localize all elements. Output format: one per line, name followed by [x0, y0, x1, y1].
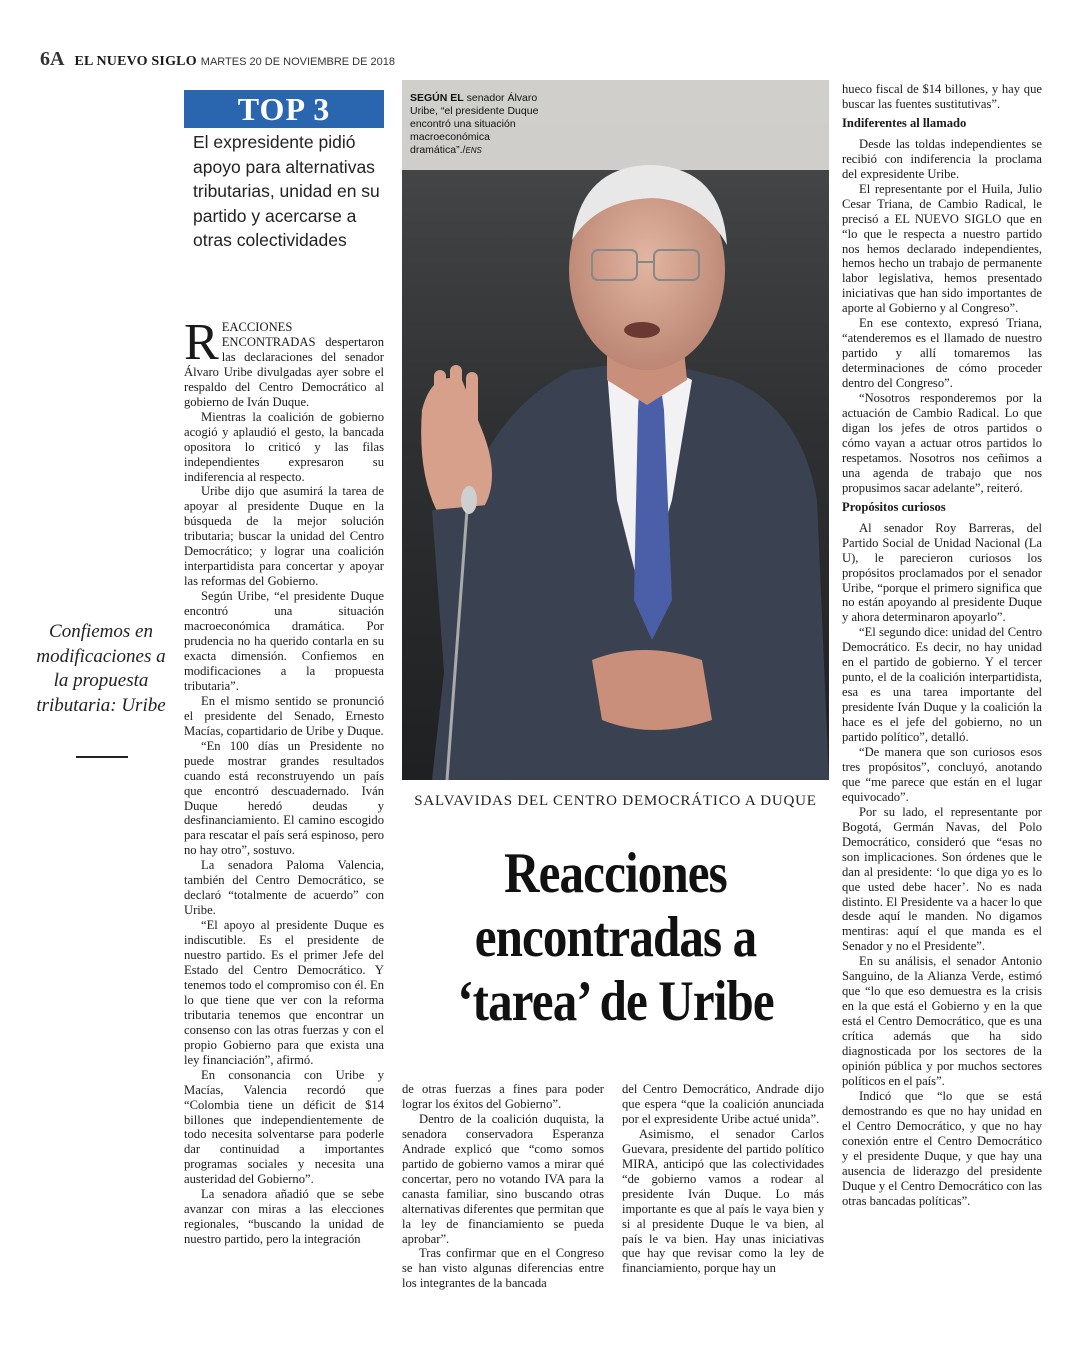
- caption-credit: ENS: [465, 146, 482, 155]
- subhead-indiferentes: Indiferentes al llamado: [842, 115, 967, 130]
- paragraph: Por su lado, el representante por Bogotá, Germán Navas, del Polo Democrático, consideró que “esas no son implicaciones. Son órdenes que le dan al presidente: ‘lo que diga yo es lo que usted debe hacer’. No es nada distinto. El Presidente va a hacer lo que desde aquí le manden. No digamos mentiras: aquí el que manda es el Senador y no el Presidente”.: [842, 804, 1042, 954]
- drop-cap: R: [184, 314, 219, 371]
- paragraph: En su análisis, el senador Antonio Sanguino, de la Alianza Verde, estimó que “lo que eso demuestra es la crisis en la que está el Gobierno y en la que está el Centro Democrático, que es una crítica además que ha sido diagnosticada por los sectores de la opinión pública y por muchos sectores políticos en el país”.: [842, 954, 1042, 1088]
- dateline: MARTES 20 DE NOVIEMBRE DE 2018: [200, 56, 395, 68]
- page-header: [40, 48, 395, 70]
- paragraph: Mientras la coalición de gobierno acogió y aplaudió el gesto, la bancada opositora lo criticó y las filas independientes expresaron su indiferencia al respecto.: [184, 409, 384, 484]
- paragraph: Al senador Roy Barreras, del Partido Social de Unidad Nacional (La U), le parecieron curiosos los propósitos proclamados por el senador Uribe, “porque el primero significa que no están apoyando al presidente Duque y ahora determinaron apoyarlo”.: [842, 520, 1042, 625]
- page-number: 6A: [40, 48, 65, 70]
- caption-body: senador Álvaro Uribe, “el presidente Duque encontró una situación macroeconómica dramática”./: [410, 92, 539, 156]
- paragraph: Indicó que “lo que se está demostrando es que no hay unidad en el Centro Democrático, y que no hay conexión entre el Centro Democrático y el presidente Duque, y que hay una ausencia de liderazgo del presidente Duque y el Centro Democrático con las otras bancadas políticas”.: [842, 1088, 1042, 1208]
- top3-badge: TOP 3: [184, 90, 384, 128]
- caption-lead: SEGÚN EL: [410, 92, 464, 104]
- paragraph: Asimismo, el senador Carlos Guevara, presidente del partido político MIRA, anticipó que las colectividades “de gobierno vamos a rodear al presidente Iván Duque. Lo más importante es que al país le vaya bien y si al presidente Duque le va bien, al país le va bien. Hay unas iniciativas que hay que revisar como la ley de financiamiento, porque hay un: [622, 1126, 824, 1276]
- paragraph: Dentro de la coalición duquista, la senadora conservadora Esperanza Andrade explicó que “como somos partido de gobierno vamos a mirar qué concertar, pero no votando IVA para la canasta familiar, sino buscando otras alternativas diferentes que permitan que la ley de financiamiento se pueda aprobar”.: [402, 1111, 604, 1246]
- paragraph: “El apoyo al presidente Duque es indiscutible. Es el presidente de nuestro partido. Es el primer Jefe del Estado del Centro Democrático. Y tenemos todo el compromiso con él. En lo que tiene que ver con la reforma tributaria tenemos que encontrar un consenso con las otras fuerzas y con el propio Gobierno para que exista una ley financiación”, afirmó.: [184, 918, 384, 1067]
- top3-summary: El expresidente pidió apoyo para alternativas tributarias, unidad en su partido y acercarse a otras colectividades: [193, 132, 380, 250]
- pull-quote-rule: [76, 756, 128, 758]
- paragraph: “En 100 días un Presidente no puede mostrar grandes resultados cuando está reconstruyendo un país que encontró descuadernado. Iván Duque heredó deudas y desfinanciamiento. El camino escogido para rescatar el país será espinoso, pero no hay otro”, sostuvo.: [184, 738, 384, 858]
- paragraph: La senadora añadió que se sebe avanzar con miras a las elecciones regionales, “buscando la unidad de nuestro partido, pero la integración: [184, 1187, 384, 1247]
- paragraph: “El segundo dice: unidad del Centro Democrático. Es decir, no hay unidad en el partido de gobierno. Y el tercer punto, el de la coalición interpartidista, esa es una tarea importante del presidente Iván Duque y la coalición la hace es el jefe del gobierno, no un partido político”, detalló.: [842, 625, 1042, 745]
- article-column-2: [402, 1082, 604, 1291]
- article-column-4: [842, 82, 1042, 1209]
- photo-illustration: [402, 80, 829, 780]
- photo-caption: [410, 92, 550, 157]
- paragraph: El representante por el Huila, Julio Cesar Triana, de Cambio Radical, le precisó a EL NUEVO SIGLO que en “lo que le respecta a nuestro partido nos hemos declarado independientes, hemos hecho un trabajo de permanente labor legislativa, hemos presentado iniciativas que han sido importantes de aporte al Gobierno y al Congreso”.: [842, 181, 1042, 316]
- paragraph: En ese contexto, expresó Triana, “atenderemos es el llamado de nuestro partido y allí tomaremos las determinaciones de cómo proceder dentro del Congreso”.: [842, 316, 1042, 391]
- paragraph: hueco fiscal de $14 billones, y hay que buscar las fuentes sustitutivas”.: [842, 82, 1042, 111]
- lead-text: EACCIONES ENCONTRADAS despertaron las declaraciones del senador Álvaro Uribe divulgadas ayer sobre el respaldo del Centro Democrático al gobierno de Iván Duque.: [184, 320, 384, 409]
- article-column-1: [184, 314, 384, 1247]
- article-column-3: [622, 1082, 824, 1276]
- paragraph: “Nosotros responderemos por la actuación de Cambio Radical. Lo que digan los jefes de otros partidos o cómo vayan a actuar otros partidos lo respetamos. Nosotros nos ceñimos a una agenda de trabajo que nos propusimos sacar adelante”, reiteró.: [842, 391, 1042, 495]
- subhead-propositos: Propósitos curiosos: [842, 499, 946, 514]
- pull-quote: Confiemos en modificaciones a la propuesta tributaria: Uribe: [36, 621, 166, 716]
- article-kicker: SALVAVIDAS DEL CENTRO DEMOCRÁTICO A DUQUE: [414, 793, 817, 809]
- paragraph: En el mismo sentido se pronunció el presidente del Senado, Ernesto Macías, copartidario de Uribe y Duque.: [184, 693, 384, 738]
- masthead: EL NUEVO SIGLO: [74, 54, 197, 69]
- paragraph: Tras confirmar que en el Congreso se han visto algunas diferencias entre los integrantes de la bancada: [402, 1246, 604, 1291]
- paragraph: Desde las toldas independientes se recibió con indiferencia la proclama del expresidente Uribe.: [842, 136, 1042, 181]
- paragraph: “De manera que son curiosos esos tres propósitos”, concluyó, anotando que “me parece que están en el lugar equivocado”.: [842, 744, 1042, 804]
- article-headline: Reacciones encontradas a ‘tarea’ de Uribe: [457, 842, 774, 1033]
- paragraph: del Centro Democrático, Andrade dijo que espera “que la coalición anunciada por el expresidente Uribe actué unida”.: [622, 1082, 824, 1126]
- lead-paragraph: [184, 314, 384, 410]
- paragraph: Uribe dijo que asumirá la tarea de apoyar al presidente Duque en la búsqueda de la mejor solución tributaria; buscar la unidad del Centro Democrático; y lograr una coalición interpartidista para concertar y apoyar las reformas del Gobierno.: [184, 484, 384, 589]
- paragraph: Según Uribe, “el presidente Duque encontró una situación macroeconómica dramática. Por prudencia no ha querido contarla en su exacta dimensión. Confiemos en modificaciones a la propuesta tributaria”.: [184, 589, 384, 693]
- uribe-photo: [402, 80, 829, 780]
- paragraph: de otras fuerzas a fines para poder lograr los éxitos del Gobierno”.: [402, 1082, 604, 1111]
- paragraph: La senadora Paloma Valencia, también del Centro Democrático, se declaró “totalmente de acuerdo” con Uribe.: [184, 858, 384, 918]
- paragraph: En consonancia con Uribe y Macías, Valencia recordó que “Colombia tiene un déficit de $14 billones que independientemente de todo necesita solventarse para poderle dar continuidad a importantes programas sociales y necesita una austeridad del Gobierno”.: [184, 1067, 384, 1187]
